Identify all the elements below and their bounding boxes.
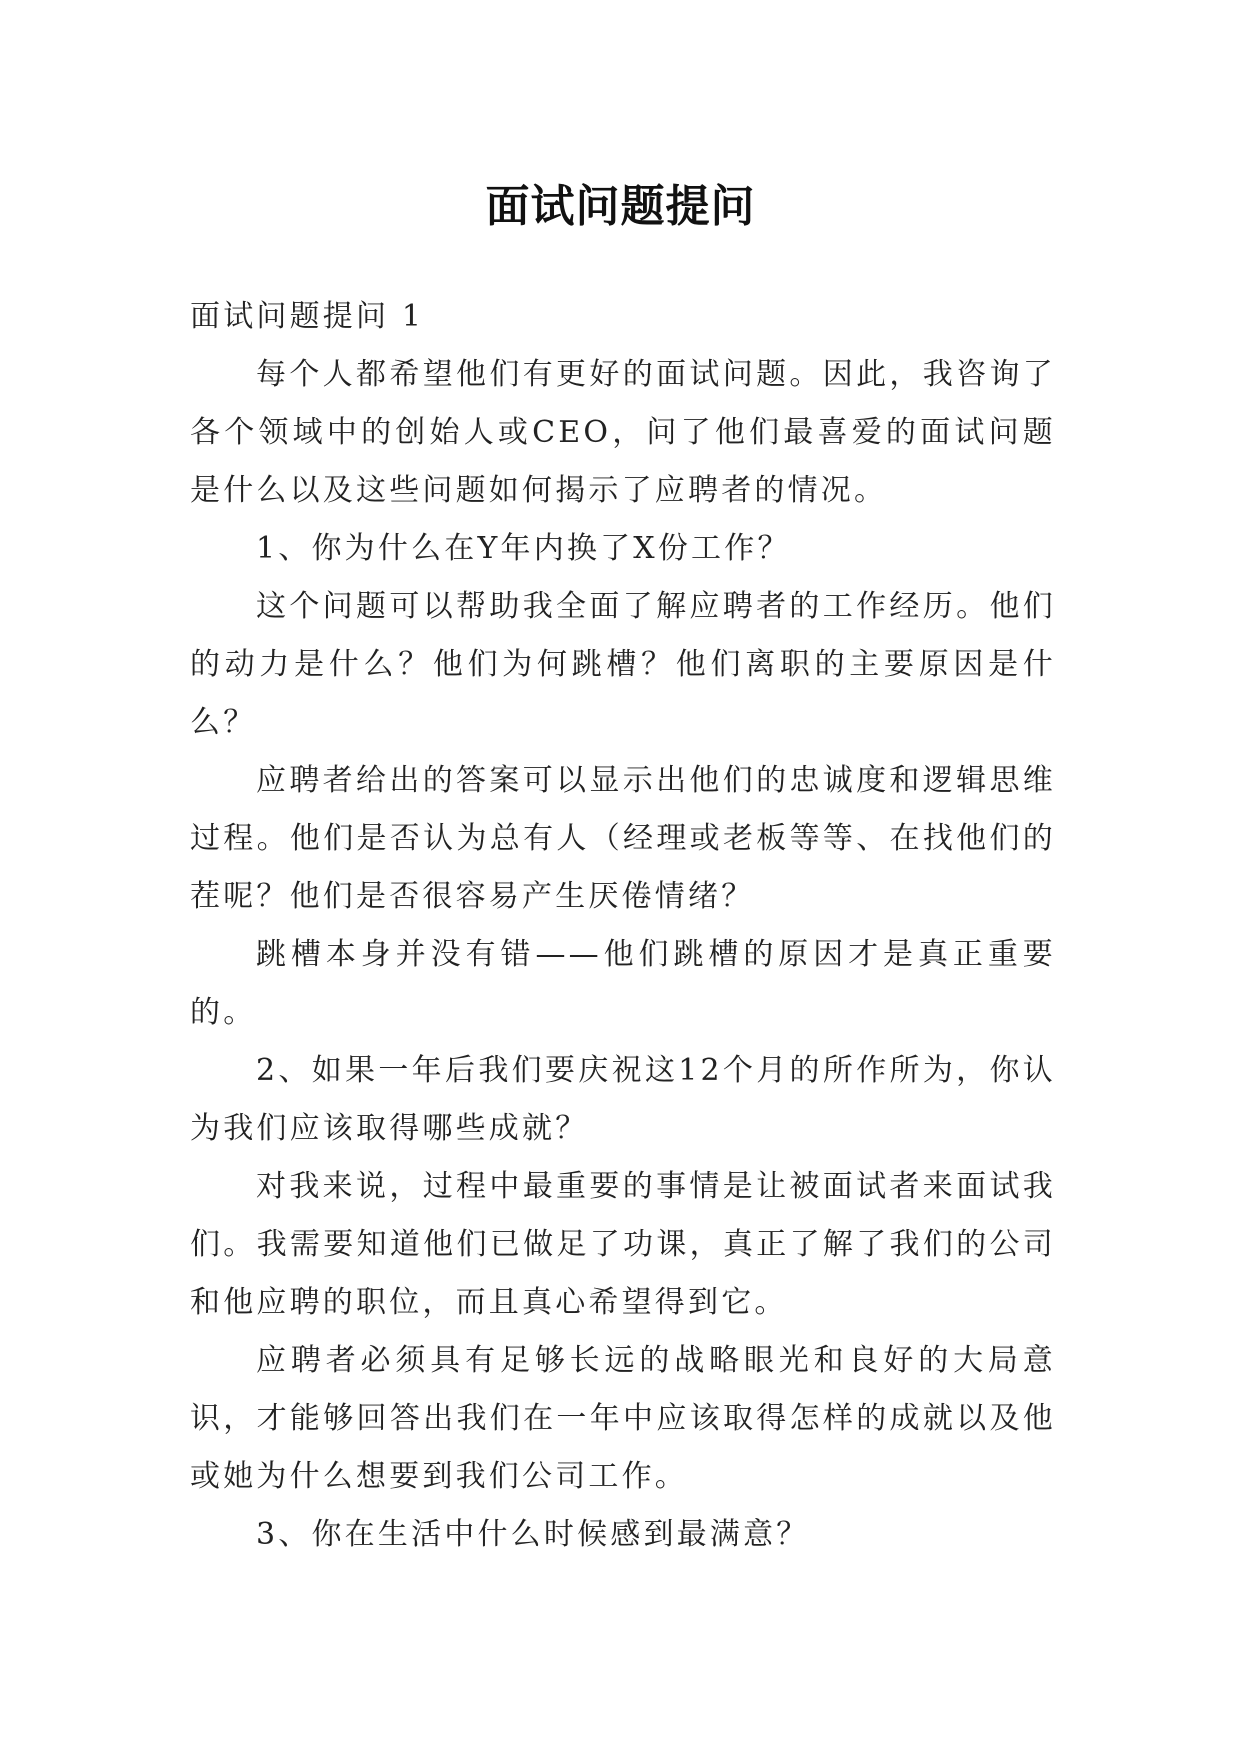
question-2: 2、如果一年后我们要庆祝这12个月的所作所为，你认为我们应该取得哪些成就？ [190, 1053, 1056, 1146]
paragraph-q2-explanation: 对我来说，过程中最重要的事情是让被面试者来面试我们。我需要知道他们已做足了功课，真正了解了我们的公司和他应聘的职位，而且真心希望得到它。 [190, 1169, 1056, 1320]
question-1: 1、你为什么在Y年内换了X份工作？ [256, 531, 791, 566]
paragraph-q2-insight: 应聘者必须具有足够长远的战略眼光和良好的大局意识，才能够回答出我们在一年中应该取得怎样的成就以及他或她为什么想要到我们公司工作。 [190, 1343, 1056, 1494]
paragraph-intro: 每个人都希望他们有更好的面试问题。因此，我咨询了各个领域中的创始人或CEO，问了他们最喜爱的面试问题是什么以及这些问题如何揭示了应聘者的情况。 [190, 357, 1056, 508]
question-3: 3、你在生活中什么时候感到最满意？ [256, 1517, 810, 1552]
document-title: 面试问题提问 [485, 181, 756, 233]
paragraph-q1-answer-insight: 应聘者给出的答案可以显示出他们的忠诚度和逻辑思维过程。他们是否认为总有人（经理或老板等等、在找他们的茬呢？他们是否很容易产生厌倦情绪？ [190, 763, 1056, 914]
document-body [190, 288, 1056, 1564]
section-heading: 面试问题提问 1 [190, 299, 425, 334]
paragraph-q1-conclusion: 跳槽本身并没有错——他们跳槽的原因才是真正重要的。 [190, 937, 1056, 1030]
paragraph-q1-explanation: 这个问题可以帮助我全面了解应聘者的工作经历。他们的动力是什么？他们为何跳槽？他们离职的主要原因是什么？ [190, 589, 1056, 740]
